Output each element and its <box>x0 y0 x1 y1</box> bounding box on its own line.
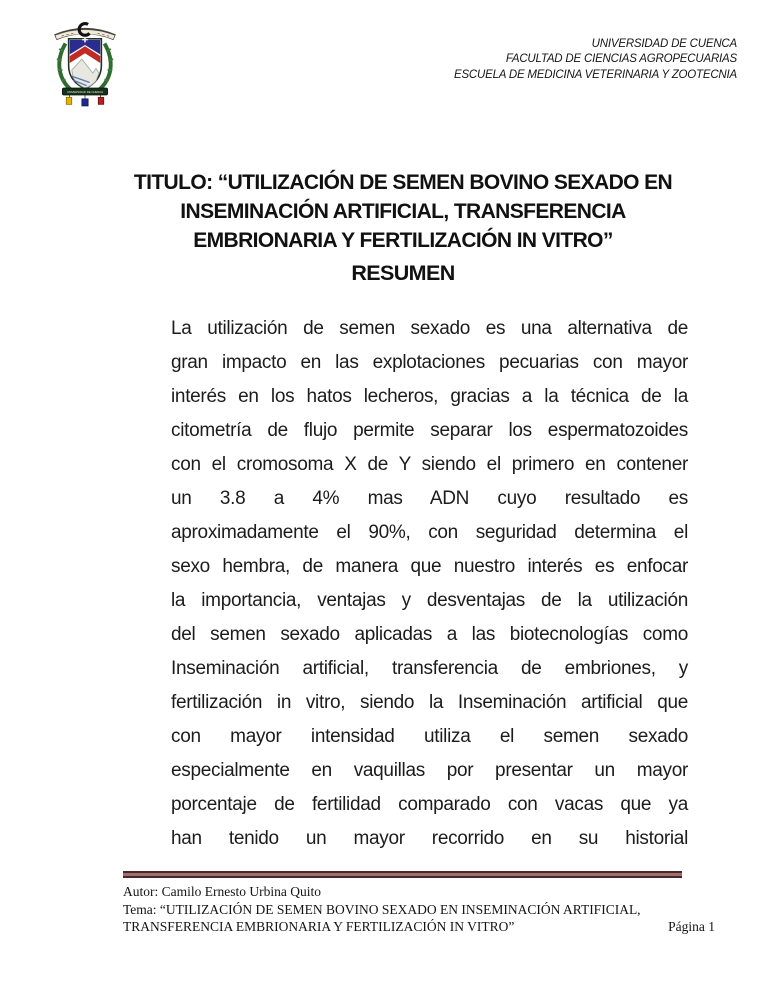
header-institution-line: UNIVERSIDAD DE CUENCA <box>591 38 737 50</box>
body-line: interés en los hatos lecheros, gracias a la técnica de la <box>171 386 688 407</box>
body-line: La utilización de semen sexado es una alternativa de <box>171 318 688 339</box>
universidad-de-cuenca-crest-icon <box>46 18 124 108</box>
section-heading-resumen: RESUMEN <box>351 261 455 285</box>
logo-ribbon-text: UNIVERSIDAD DE CUENCA <box>66 89 104 94</box>
document-title <box>115 168 691 255</box>
body-line: la importancia, ventajas y desventajas de la utilización <box>171 590 688 611</box>
footer-tema-line1: Tema: “UTILIZACIÓN DE SEMEN BOVINO SEXADO EN INSEMINACIÓN ARTIFICIAL, <box>123 901 641 917</box>
title-line: TITULO: “UTILIZACIÓN DE SEMEN BOVINO SEXADO EN <box>133 171 673 194</box>
body-line: con mayor intensidad utiliza el semen sexado <box>171 726 688 747</box>
body-line: fertilización in vitro, siendo la Inseminación artificial que <box>171 692 688 713</box>
footer-page-number: Página 1 <box>668 919 715 935</box>
body-line: con el cromosoma X de Y siendo el primero en contener <box>171 454 688 475</box>
abstract-paragraph <box>171 312 688 856</box>
header-institution-line: ESCUELA DE MEDICINA VETERINARIA Y ZOOTECNIA <box>453 68 737 81</box>
body-line: sexo hembra, de manera que nuestro interés es enfocar <box>171 556 688 577</box>
footer-divider-rule <box>123 871 682 878</box>
body-line: aproximadamente el 90%, con seguridad determina el <box>171 522 688 543</box>
body-line: porcentaje de fertilidad comparado con vacas que ya <box>171 794 688 815</box>
body-line: han tenido un mayor recorrido en su historial <box>171 828 688 849</box>
body-line: citometría de flujo permite separar los espermatozoides <box>171 420 688 441</box>
footer-tema-line2: TRANSFERENCIA EMBRIONARIA Y FERTILIZACIÓN IN VITRO” <box>123 919 515 935</box>
body-line: gran impacto en las explotaciones pecuarias con mayor <box>171 352 688 373</box>
header-institution-line: FACULTAD DE CIENCIAS AGROPECUARIAS <box>505 53 737 66</box>
header-institution <box>454 37 737 83</box>
body-line: Inseminación artificial, transferencia de embriones, y <box>171 658 688 679</box>
footer <box>123 883 715 936</box>
university-logo <box>46 18 124 108</box>
body-line: especialmente en vaquillas por presentar un mayor <box>171 760 688 781</box>
title-line: INSEMINACIÓN ARTIFICIAL, TRANSFERENCIA <box>180 200 626 223</box>
body-line: un 3.8 a 4% mas ADN cuyo resultado es <box>171 488 688 509</box>
title-line: EMBRIONARIA Y FERTILIZACIÓN IN VITRO” <box>193 229 613 252</box>
body-line: del semen sexado aplicadas a las biotecnologías como <box>171 624 688 645</box>
footer-author: Autor: Camilo Ernesto Urbina Quito <box>123 884 321 899</box>
